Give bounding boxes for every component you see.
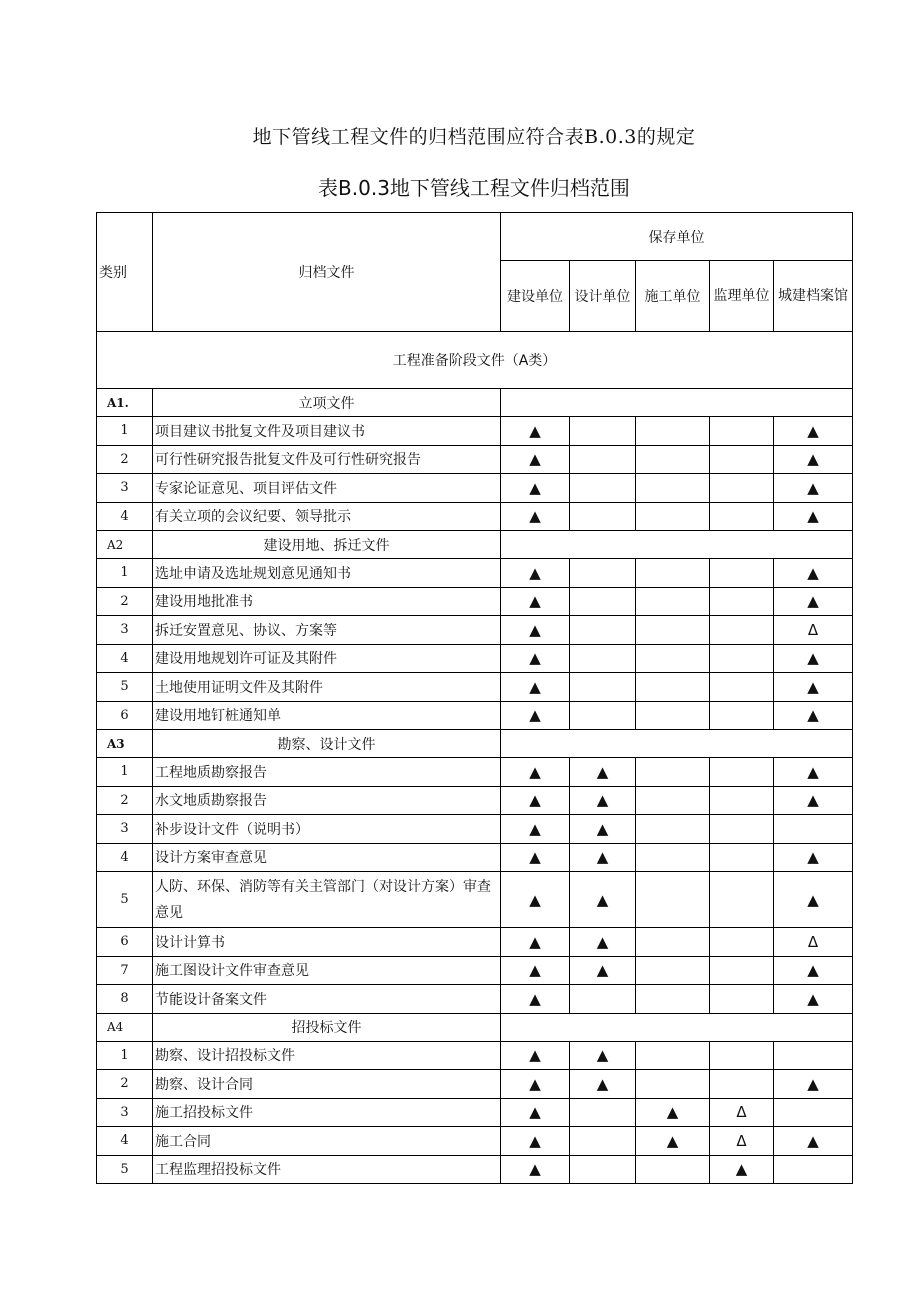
section-row	[97, 1013, 853, 1041]
row-number: 1	[97, 559, 153, 588]
table-row	[97, 644, 853, 673]
empty-mark-cell	[710, 474, 774, 503]
section-code: A3	[97, 730, 153, 758]
empty-mark-cell	[570, 474, 636, 503]
empty-mark-cell	[636, 587, 710, 616]
empty-mark-cell	[570, 616, 636, 645]
empty-mark-cell	[710, 786, 774, 815]
required-mark: ▲	[501, 786, 570, 815]
document-name: 选址申请及选址规划意见通知书	[153, 559, 501, 588]
empty-mark-cell	[710, 616, 774, 645]
empty-mark-cell	[710, 956, 774, 985]
required-mark: ▲	[501, 559, 570, 588]
required-mark: ▲	[501, 956, 570, 985]
required-mark: ▲	[570, 843, 636, 872]
required-mark: ▲	[636, 1098, 710, 1127]
required-mark: ▲	[774, 559, 853, 588]
required-mark: ▲	[570, 1041, 636, 1070]
empty-mark-cell	[710, 815, 774, 844]
empty-mark-cell	[570, 1127, 636, 1156]
table-row	[97, 1070, 853, 1099]
section-title: 建设用地、拆迁文件	[153, 531, 501, 559]
empty-mark-cell	[710, 928, 774, 957]
document-name: 有关立项的会议纪要、领导批示	[153, 502, 501, 531]
row-number: 8	[97, 985, 153, 1014]
empty-mark-cell	[774, 1041, 853, 1070]
required-mark: ▲	[501, 445, 570, 474]
section-row	[97, 531, 853, 559]
empty-mark-cell	[636, 872, 710, 928]
required-mark: ▲	[774, 644, 853, 673]
section-title: 立项文件	[153, 389, 501, 417]
document-name: 项目建议书批复文件及项目建议书	[153, 417, 501, 446]
empty-mark-cell	[570, 701, 636, 730]
header-unit-builder: 施工单位	[636, 261, 710, 332]
empty-mark-cell	[636, 815, 710, 844]
required-mark: ▲	[501, 474, 570, 503]
document-name: 设计计算书	[153, 928, 501, 957]
empty-mark-cell	[636, 502, 710, 531]
empty-mark-cell	[570, 1098, 636, 1127]
row-number: 3	[97, 474, 153, 503]
table-row	[97, 474, 853, 503]
required-mark: ▲	[570, 872, 636, 928]
section-empty-cell	[501, 531, 853, 559]
table-row	[97, 985, 853, 1014]
document-name: 建设用地规划许可证及其附件	[153, 644, 501, 673]
required-mark: ▲	[501, 644, 570, 673]
empty-mark-cell	[636, 985, 710, 1014]
required-mark: ▲	[774, 786, 853, 815]
empty-mark-cell	[636, 701, 710, 730]
required-mark: ▲	[501, 1070, 570, 1099]
required-mark: ▲	[501, 872, 570, 928]
section-code: A4	[97, 1013, 153, 1041]
empty-mark-cell	[570, 587, 636, 616]
section-title: 招投标文件	[153, 1013, 501, 1041]
optional-mark: Δ	[710, 1127, 774, 1156]
empty-mark-cell	[710, 1041, 774, 1070]
required-mark: ▲	[501, 928, 570, 957]
table-row	[97, 616, 853, 645]
page-heading: 地下管线工程文件的归档范围应符合表B.0.3的规定	[252, 126, 696, 148]
empty-mark-cell	[710, 985, 774, 1014]
optional-mark: Δ	[774, 928, 853, 957]
empty-mark-cell	[636, 644, 710, 673]
required-mark: ▲	[710, 1155, 774, 1184]
empty-mark-cell	[636, 673, 710, 702]
document-name: 工程监理招投标文件	[153, 1155, 501, 1184]
row-number: 4	[97, 1127, 153, 1156]
required-mark: ▲	[774, 474, 853, 503]
empty-mark-cell	[570, 417, 636, 446]
row-number: 5	[97, 872, 153, 928]
empty-mark-cell	[710, 1070, 774, 1099]
table-row	[97, 1155, 853, 1184]
required-mark: ▲	[774, 956, 853, 985]
document-name: 施工图设计文件审查意见	[153, 956, 501, 985]
document-name: 工程地质勘察报告	[153, 758, 501, 787]
required-mark: ▲	[774, 445, 853, 474]
table-row	[97, 1127, 853, 1156]
required-mark: ▲	[501, 701, 570, 730]
empty-mark-cell	[570, 445, 636, 474]
required-mark: ▲	[774, 872, 853, 928]
document-name: 拆迁安置意见、协议、方案等	[153, 616, 501, 645]
row-number: 5	[97, 673, 153, 702]
empty-mark-cell	[710, 644, 774, 673]
section-code: A1.	[97, 389, 153, 417]
table-row	[97, 587, 853, 616]
header-unit-archive: 城建档案馆	[774, 261, 853, 332]
required-mark: ▲	[570, 786, 636, 815]
section-empty-cell	[501, 730, 853, 758]
empty-mark-cell	[570, 644, 636, 673]
empty-mark-cell	[710, 673, 774, 702]
empty-mark-cell	[570, 985, 636, 1014]
table-row	[97, 673, 853, 702]
empty-mark-cell	[774, 1098, 853, 1127]
document-name: 建设用地钉桩通知单	[153, 701, 501, 730]
table-row	[97, 758, 853, 787]
empty-mark-cell	[636, 1070, 710, 1099]
required-mark: ▲	[774, 1070, 853, 1099]
required-mark: ▲	[501, 502, 570, 531]
table-row	[97, 815, 853, 844]
required-mark: ▲	[501, 1127, 570, 1156]
row-number: 1	[97, 417, 153, 446]
required-mark: ▲	[501, 1098, 570, 1127]
empty-mark-cell	[636, 1041, 710, 1070]
row-number: 7	[97, 956, 153, 985]
table-row	[97, 872, 853, 928]
required-mark: ▲	[570, 928, 636, 957]
empty-mark-cell	[774, 1155, 853, 1184]
document-name: 勘察、设计合同	[153, 1070, 501, 1099]
empty-mark-cell	[636, 758, 710, 787]
header-category: 类别	[97, 213, 153, 332]
row-number: 3	[97, 616, 153, 645]
document-name: 补步设计文件（说明书）	[153, 815, 501, 844]
empty-mark-cell	[710, 502, 774, 531]
required-mark: ▲	[501, 985, 570, 1014]
required-mark: ▲	[501, 587, 570, 616]
empty-mark-cell	[636, 956, 710, 985]
empty-mark-cell	[710, 701, 774, 730]
row-number: 6	[97, 928, 153, 957]
row-number: 1	[97, 1041, 153, 1070]
document-name: 可行性研究报告批复文件及可行性研究报告	[153, 445, 501, 474]
row-number: 1	[97, 758, 153, 787]
required-mark: ▲	[501, 1155, 570, 1184]
empty-mark-cell	[774, 815, 853, 844]
table-row	[97, 559, 853, 588]
row-number: 2	[97, 786, 153, 815]
row-number: 4	[97, 843, 153, 872]
table-row	[97, 701, 853, 730]
row-number: 4	[97, 502, 153, 531]
empty-mark-cell	[710, 843, 774, 872]
empty-mark-cell	[570, 559, 636, 588]
empty-mark-cell	[636, 786, 710, 815]
empty-mark-cell	[636, 445, 710, 474]
empty-mark-cell	[570, 673, 636, 702]
empty-mark-cell	[636, 559, 710, 588]
document-name: 专家论证意见、项目评估文件	[153, 474, 501, 503]
empty-mark-cell	[636, 616, 710, 645]
empty-mark-cell	[710, 758, 774, 787]
row-number: 2	[97, 587, 153, 616]
table-row	[97, 445, 853, 474]
required-mark: ▲	[501, 616, 570, 645]
required-mark: ▲	[774, 985, 853, 1014]
phase-title: 工程准备阶段文件（A类）	[97, 332, 853, 389]
row-number: 3	[97, 1098, 153, 1127]
empty-mark-cell	[710, 445, 774, 474]
table-row	[97, 956, 853, 985]
table-row	[97, 928, 853, 957]
empty-mark-cell	[710, 587, 774, 616]
section-row	[97, 730, 853, 758]
section-code: A2	[97, 531, 153, 559]
header-unit-design: 设计单位	[570, 261, 636, 332]
empty-mark-cell	[636, 1155, 710, 1184]
document-name: 土地使用证明文件及其附件	[153, 673, 501, 702]
row-number: 2	[97, 445, 153, 474]
required-mark: ▲	[570, 956, 636, 985]
required-mark: ▲	[774, 673, 853, 702]
document-name: 建设用地批准书	[153, 587, 501, 616]
row-number: 5	[97, 1155, 153, 1184]
required-mark: ▲	[570, 758, 636, 787]
document-name: 设计方案审查意见	[153, 843, 501, 872]
optional-mark: Δ	[710, 1098, 774, 1127]
required-mark: ▲	[501, 843, 570, 872]
required-mark: ▲	[774, 1127, 853, 1156]
archive-scope-table	[96, 212, 853, 1184]
empty-mark-cell	[636, 417, 710, 446]
document-name: 施工招投标文件	[153, 1098, 501, 1127]
required-mark: ▲	[774, 701, 853, 730]
required-mark: ▲	[501, 673, 570, 702]
empty-mark-cell	[636, 474, 710, 503]
required-mark: ▲	[636, 1127, 710, 1156]
section-empty-cell	[501, 389, 853, 417]
row-number: 4	[97, 644, 153, 673]
document-name: 节能设计备案文件	[153, 985, 501, 1014]
required-mark: ▲	[501, 417, 570, 446]
optional-mark: Δ	[774, 616, 853, 645]
header-storage-units: 保存单位	[501, 213, 853, 261]
empty-mark-cell	[710, 417, 774, 446]
document-name: 勘察、设计招投标文件	[153, 1041, 501, 1070]
required-mark: ▲	[774, 587, 853, 616]
table-row	[97, 1098, 853, 1127]
required-mark: ▲	[774, 758, 853, 787]
table-row	[97, 843, 853, 872]
required-mark: ▲	[570, 815, 636, 844]
section-row	[97, 389, 853, 417]
empty-mark-cell	[570, 1155, 636, 1184]
row-number: 3	[97, 815, 153, 844]
required-mark: ▲	[774, 843, 853, 872]
header-unit-supervision: 监理单位	[710, 261, 774, 332]
empty-mark-cell	[636, 843, 710, 872]
section-title: 勘察、设计文件	[153, 730, 501, 758]
header-unit-construction: 建设单位	[501, 261, 570, 332]
empty-mark-cell	[710, 559, 774, 588]
table-title: 表B.0.3地下管线工程文件归档范围	[318, 176, 630, 200]
row-number: 6	[97, 701, 153, 730]
required-mark: ▲	[501, 1041, 570, 1070]
required-mark: ▲	[501, 758, 570, 787]
header-document: 归档文件	[153, 213, 501, 332]
table-row	[97, 417, 853, 446]
required-mark: ▲	[774, 417, 853, 446]
empty-mark-cell	[636, 928, 710, 957]
required-mark: ▲	[570, 1070, 636, 1099]
document-name: 水文地质勘察报告	[153, 786, 501, 815]
document-name: 施工合同	[153, 1127, 501, 1156]
section-empty-cell	[501, 1013, 853, 1041]
table-row	[97, 786, 853, 815]
empty-mark-cell	[710, 872, 774, 928]
required-mark: ▲	[774, 502, 853, 531]
document-name: 人防、环保、消防等有关主管部门（对设计方案）审查意见	[153, 872, 501, 928]
table-row	[97, 1041, 853, 1070]
required-mark: ▲	[501, 815, 570, 844]
empty-mark-cell	[570, 502, 636, 531]
row-number: 2	[97, 1070, 153, 1099]
table-row	[97, 502, 853, 531]
